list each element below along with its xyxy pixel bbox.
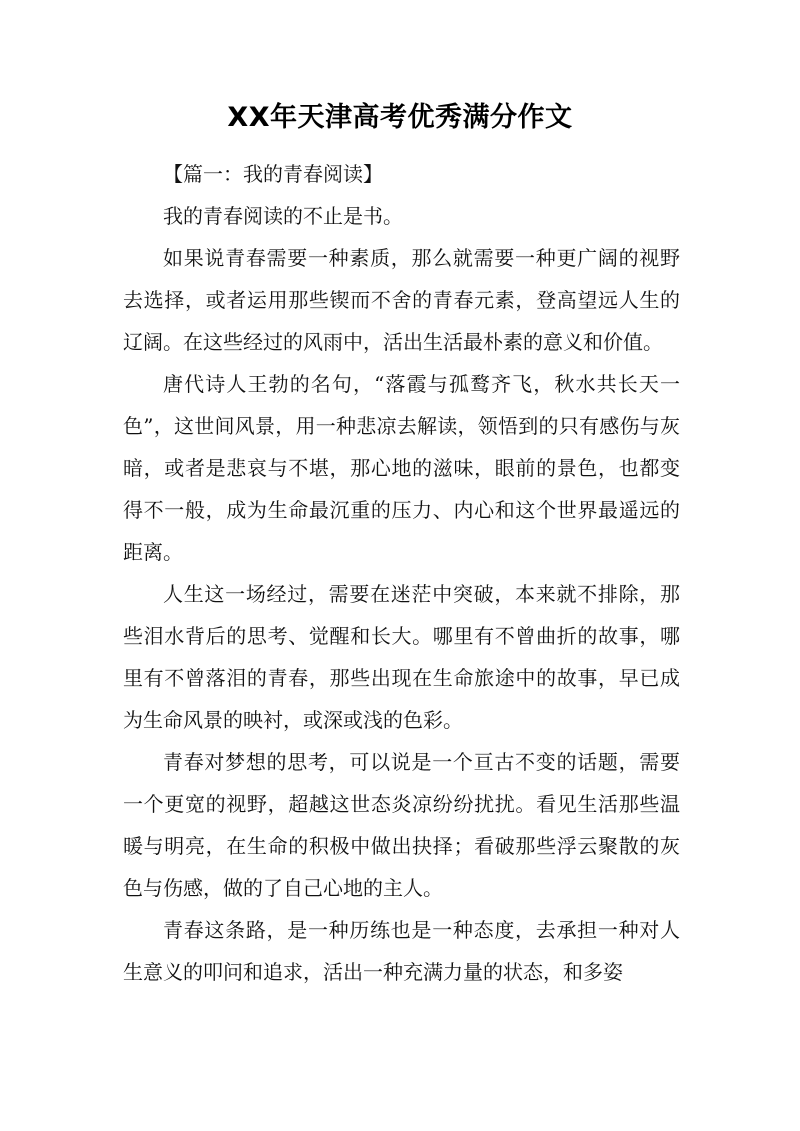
- document-title: XX年天津高考优秀满分作文: [227, 102, 573, 133]
- paragraph-5: 青春对梦想的思考，可以说是一个亘古不变的话题，需要一个更宽的视野，超越这世态炎凉纷纷扰扰。看见生活那些温暖与明亮，在生命的积极中做出抉择；看破那些浮云聚散的灰色与伤感，做的了自己心地的主人。: [123, 750, 680, 900]
- paragraph-3: 唐代诗人王勃的名句，“落霞与孤鹜齐飞，秋水共长天一色”，这世间风景，用一种悲凉去解读，领悟到的只有感伤与灰暗，或者是悲哀与不堪，那心地的滋味，眼前的景色，也都变得不一般，成为生命最沉重的压力、内心和这个世界最遥远的距离。: [123, 372, 680, 564]
- paragraph-4: 人生这一场经过，需要在迷茫中突破，本来就不排除，那些泪水背后的思考、觉醒和长大。哪里有不曾曲折的故事，哪里有不曾落泪的青春，那些出现在生命旅途中的故事，早已成为生命风景的映衬，或深或浅的色彩。: [123, 582, 680, 732]
- section-heading: 【篇一：我的青春阅读】: [163, 162, 383, 186]
- paragraph-6: 青春这条路，是一种历练也是一种态度，去承担一种对人生意义的叩问和追求，活出一种充满力量的状态，和多姿: [123, 918, 680, 984]
- paragraph-1: 我的青春阅读的不止是书。: [163, 204, 403, 228]
- document-body: [123, 153, 680, 993]
- paragraph-2: 如果说青春需要一种素质，那么就需要一种更广阔的视野去选择，或者运用那些锲而不舍的青春元素，登高望远人生的辽阔。在这些经过的风雨中，活出生活最朴素的意义和价值。: [123, 246, 680, 354]
